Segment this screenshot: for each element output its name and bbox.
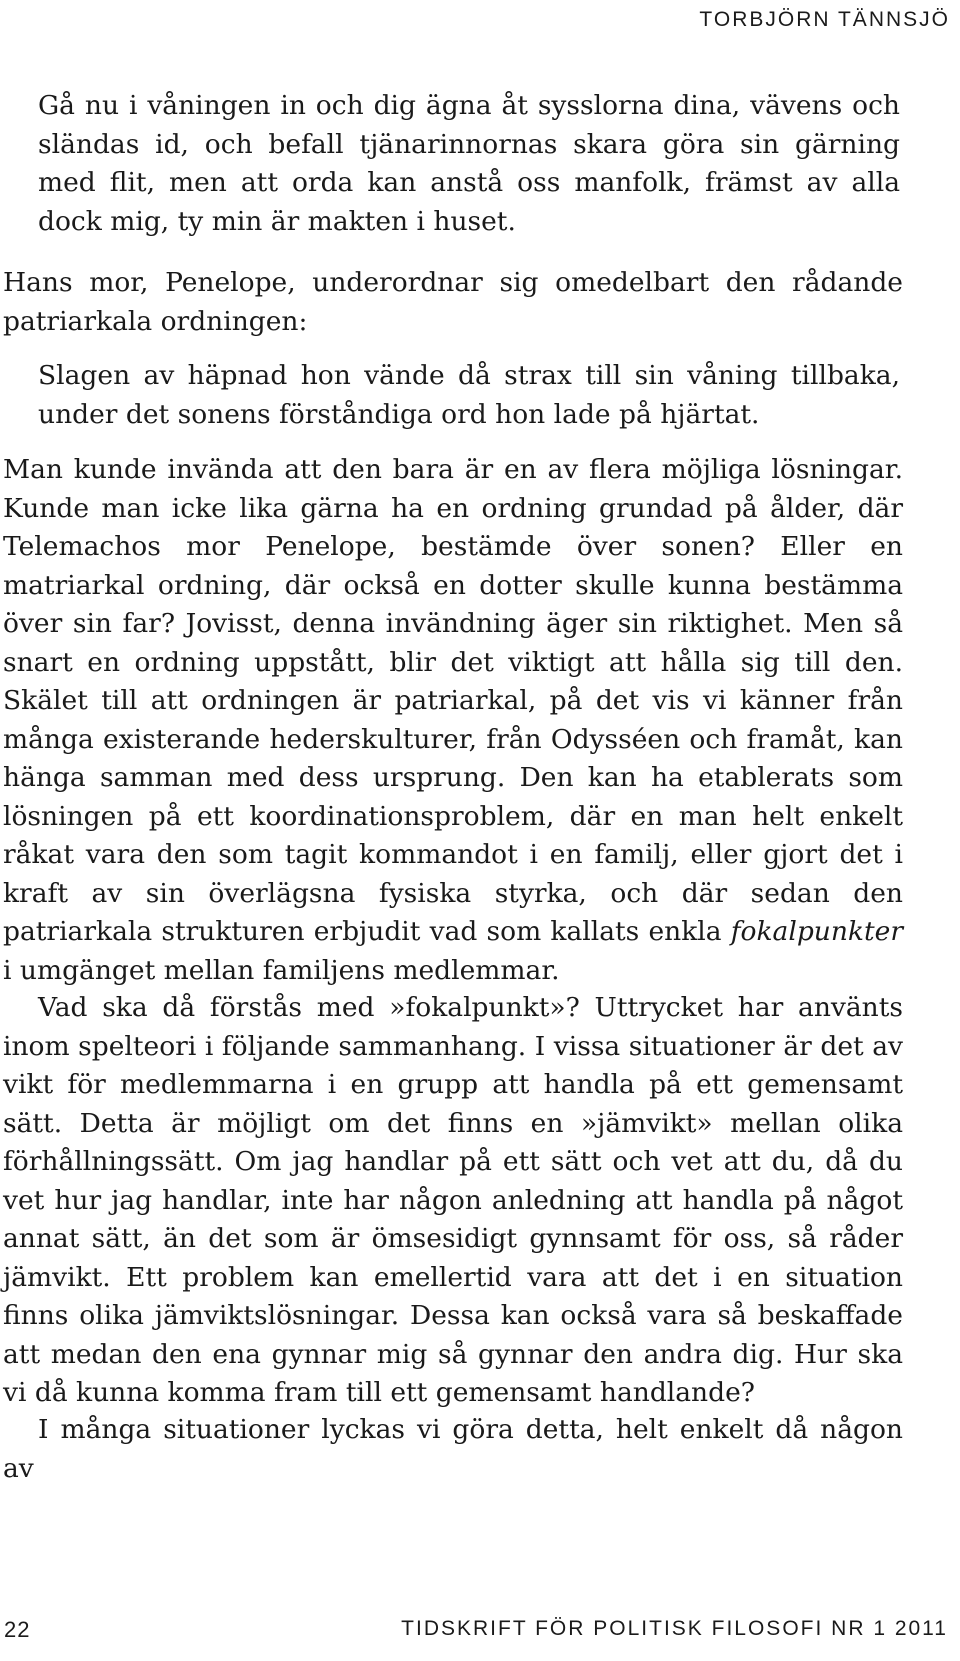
paragraph-2-end: i umgänget mellan familjens medlemmar. (3, 954, 560, 986)
paragraph-2 (3, 451, 903, 990)
running-head-author: TORBJÖRN TÄNNSJÖ (699, 8, 950, 31)
paragraph-1: Hans mor, Penelope, underordnar sig omedelbart den rådande patriarkala ordningen: (3, 267, 903, 337)
paragraph-2-text: Man kunde invända att den bara är en av flera möjliga lösningar. Kunde man icke lika gärna ha en ordning grundad på ålder, där Telemachos mor Penelope, bestämde över sonen? Eller en matriarkal ordning, där också en dotter skulle kunna bestämma över sin far? Jovisst, denna invändning äger sin riktighet. Men så snart en ordning uppstått, blir det viktigt att hålla sig till den. Skälet till att ordningen är patriarkal, på det vis vi känner från många existerande hederskulturer, från Odysséen och framåt, kan hänga samman med dess ursprung. Den kan ha etablerats som lösningen på ett koordinationsproblem, där en man helt enkelt råkat vara den som tagit kommandot i en familj, eller gjort det i kraft av sin överlägsna fysiska styrka, och där sedan den patriarkala strukturen erbjudit vad som kallats enkla (3, 454, 903, 947)
journal-footer: TIDSKRIFT FÖR POLITISK FILOSOFI NR 1 2011 (401, 1617, 948, 1640)
block-quote-1: Gå nu i våningen in och dig ägna åt sysslorna dina, vävens och sländas id, och befall tjänarinnornas skara göra sin gärning med flit, men att orda kan anstå oss manfolk, främst av alla dock mig, ty min är makten i huset. (38, 90, 900, 237)
emphasis-fokalpunkter: fokalpunkter (730, 916, 903, 947)
block-quote-2: Slagen av häpnad hon vände då strax till sin våning tillbaka, under det sonens förståndiga ord hon lade på hjärtat. (38, 360, 900, 430)
paragraph-4: I många situationer lyckas vi göra detta, helt enkelt då någon av (3, 1414, 903, 1484)
paragraph-3: Vad ska då förstås med »fokalpunkt»? Uttrycket har använts inom spelteori i följande sammanhang. I vissa situationer är det av vikt för medlemmarna i en grupp att handla på ett gemensamt sätt. Detta är möjligt om det finns en »jämvikt» mellan olika förhållningssätt. Om jag handlar på ett sätt och vet att du, då du vet hur jag handlar, inte har någon anledning att handla på något annat sätt, än det som är ömsesidigt gynnsamt för oss, så råder jämvikt. Ett problem kan emellertid vara att det i en situation finns olika jämviktslösningar. Dessa kan också vara så beskaffade att medan den ena gynnar mig så gynnar den andra dig. Hur ska vi då kunna komma fram till ett gemensamt handlande? (3, 992, 903, 1408)
page-number: 22 (4, 1617, 31, 1642)
